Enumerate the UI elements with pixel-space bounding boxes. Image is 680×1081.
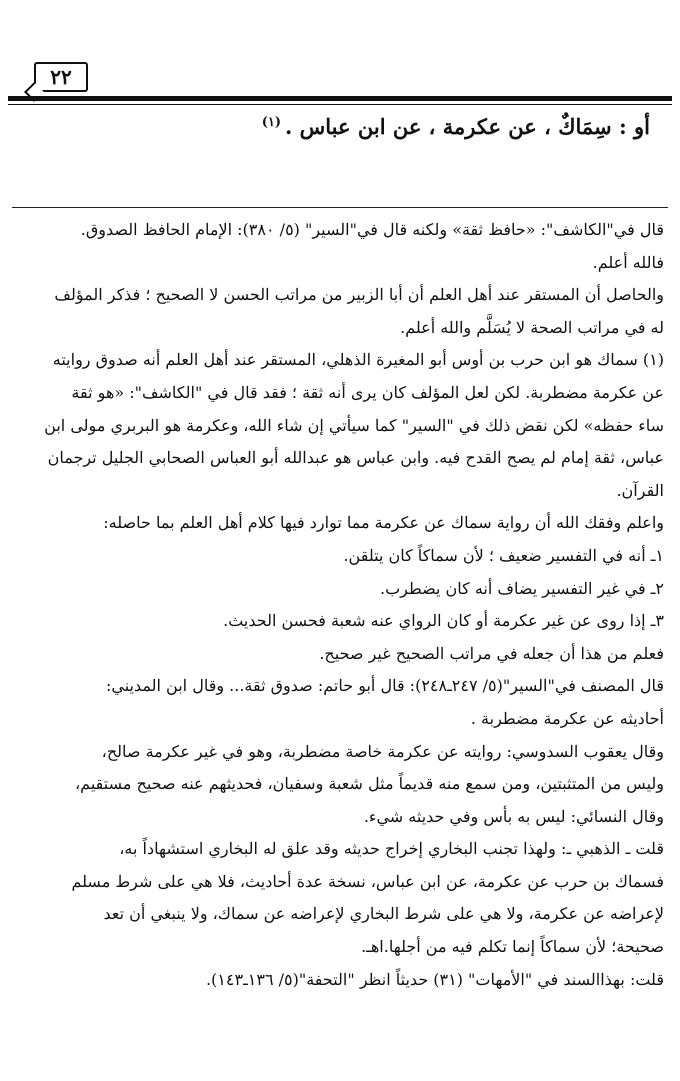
footnote-line: القرآن.	[616, 480, 664, 500]
footnote-line: ١ـ أنه في التفسير ضعيف ؛ لأن سماكاً كان يتلقن.	[343, 545, 664, 565]
footnote-marker: (١)	[261, 115, 282, 130]
main-text-line	[262, 114, 650, 139]
footnote-line: له في مراتب الصحة لا يُسَلَّم والله أعلم.	[400, 317, 664, 337]
page-number: ٢٢	[34, 62, 88, 92]
footnote-separator	[12, 207, 668, 208]
footnote-line: أحاديثه عن عكرمة مضطربة .	[470, 708, 664, 728]
footnote-line: وليس من المتثبتين، ومن سمع منه قديماً مثل شعبة وسفيان، فحديثهم عنه صحيح مستقيم،	[75, 774, 664, 794]
footnote-line: لإعراضه عن عكرمة، ولا هي على شرط البخاري لإعراضه عن سماك، ولا ينبغي أن تعد	[103, 904, 664, 924]
footnote-line: وقال يعقوب السدوسي: روايته عن عكرمة خاصة مضطربة، وهو في غير عكرمة صالح،	[101, 741, 664, 761]
main-text: أو : سِمَاكٌ ، عن عكرمة ، عن ابن عباس .	[285, 114, 650, 139]
footnote-line: ٢ـ في غير التفسير يضاف أنه كان يضطرب.	[380, 578, 664, 598]
footnote-line: واعلم وفقك الله أن رواية سماك عن عكرمة مما توارد فيها كلام أهل العلم بما حاصله:	[103, 513, 664, 533]
header-rule	[8, 96, 672, 101]
footnote-line: صحيحة؛ لأن سماكاً إنما تكلم فيه من أجلها.اهـ.	[361, 937, 664, 957]
footnote-line: (١) سماك هو ابن حرب بن أوس أبو المغيرة الذهلي، المستقر عند أهل العلم أنه صدوق روايته	[52, 350, 664, 370]
footnote-line: فعلم من هذا أن جعله في مراتب الصحيح غير صحيح.	[319, 643, 664, 663]
footnote-line: ساء حفظه» لكن نقض ذلك في "السير" كما سيأتي إن شاء الله، وعكرمة هو البربري مولى ابن	[44, 415, 664, 435]
footnote-line: ٣ـ إذا روى عن غير عكرمة أو كان الرواي عنه شعبة فحسن الحديث.	[223, 611, 664, 631]
footnote-line: والحاصل أن المستقر عند أهل العلم أن أبا الزبير من مراتب الحسن لا الصحيح ؛ فذكر المؤلف	[54, 285, 664, 305]
footnote-line: وقال النسائي: ليس به بأس وفي حديثه شيء.	[363, 806, 664, 826]
footnote-line: قال المصنف في"السير"(٥/ ٢٤٧ـ٢٤٨): قال أبو حاتم: صدوق ثقة... وقال ابن المديني:	[105, 676, 664, 696]
footnotes	[12, 214, 664, 996]
footnote-line: فسماك بن حرب عن عكرمة، عن ابن عباس، نسخة عدة أحاديث، فلا هي على شرط مسلم	[71, 871, 664, 891]
footnote-line: عباس، ثقة إمام لم يصح القدح فيه. وابن عباس هو عبدالله أبو العباس الصحابي الجليل ترجمان	[47, 448, 664, 468]
header-rule-thin	[8, 104, 672, 105]
footnote-line: عن عكرمة مضطربة. لكن لعل المؤلف كان يرى أنه ثقة ؛ فقد قال في "الكاشف": «هو ثقة	[71, 382, 664, 402]
footnote-line: قال في"الكاشف": «حافظ ثقة» ولكنه قال في"السير" (٥/ ٣٨٠): الإمام الحافظ الصدوق.	[80, 220, 664, 239]
footnote-line: قلت ـ الذهبي ـ: ولهذا تجنب البخاري إخراج حديثه وقد علق له البخاري استشهاداً به،	[119, 839, 664, 859]
footnote-line: فالله أعلم.	[592, 252, 664, 272]
footnote-line: قلت: بهذاالسند في "الأمهات" (٣١) حديثاً انظر "التحفة"(٥/ ١٣٦ـ١٤٣).	[205, 969, 664, 989]
